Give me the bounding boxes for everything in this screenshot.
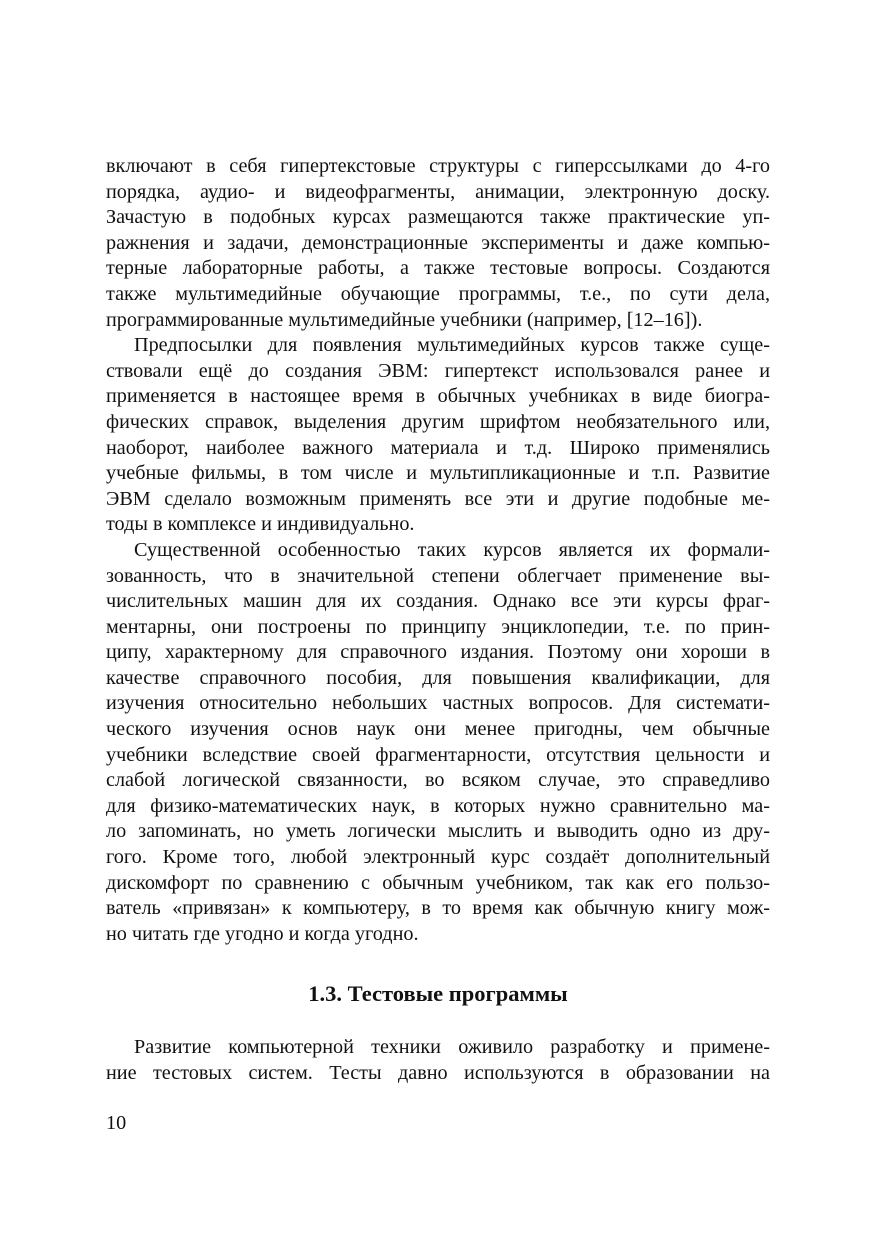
text-line: числительных машин для их создания. Однако все эти курсы фраг- (106, 590, 770, 613)
text-line: зованность, что в значительной степени облегчает применение вы- (106, 564, 770, 587)
text-line: ЭВМ сделало возможным применять все эти и другие подобные ме- (106, 487, 770, 510)
page-number: 10 (106, 1112, 127, 1134)
text-line: Развитие компьютерной техники оживило разработку и примене- (134, 1036, 770, 1059)
text-line: изучения относительно небольших частных вопросов. Для системати- (106, 692, 770, 715)
paragraph-2 (106, 333, 770, 538)
page-body (106, 154, 770, 1087)
text-line: ципу, характерному для справочного издания. Поэтому они хороши в (106, 641, 770, 664)
paragraph-3 (106, 538, 770, 948)
section-heading: 1.3. Тестовые программы (308, 981, 568, 1007)
text-line: дискомфорт по сравнению с обычным учебником, так как его пользо- (106, 871, 770, 894)
paragraph-1 (106, 154, 770, 333)
text-line: ческого изучения основ наук они менее пригодны, чем обычные (106, 718, 770, 741)
text-line: включают в себя гипертекстовые структуры с гиперссылками до 4-го (106, 155, 770, 177)
text-line: Предпосылки для появления мультимедийных курсов также суще- (134, 334, 770, 357)
text-line: ние тестовых систем. Тесты давно используются в образовании на (106, 1062, 770, 1084)
text-line: также мультимедийные обучающие программы, т.е., по сути дела, (106, 282, 770, 305)
text-line: фических справок, выделения другим шрифтом необязательного или, (106, 410, 770, 433)
text-line: ментарны, они построены по принципу энциклопедии, т.е. по прин- (106, 615, 770, 638)
text-line: качестве справочного пособия, для повышения квалификации, для (106, 666, 770, 689)
text-line: слабой логической связанности, во всяком случае, это справедливо (106, 769, 770, 792)
text-line: программированные мультимедийные учебники (например, [12–16]). (106, 308, 703, 331)
text-line: Зачастую в подобных курсах размещаются также практические уп- (106, 206, 770, 229)
text-line: ствовали ещё до создания ЭВМ: гипертекст использовался ранее и (106, 359, 770, 382)
text-line: ражнения и задачи, демонстрационные эксперименты и даже компью- (106, 231, 770, 254)
text-line: ло запоминать, но уметь логически мыслить и выводить одно из дру- (106, 820, 770, 843)
text-line: учебники вследствие своей фрагментарности, отсутствия цельности и (106, 743, 770, 766)
text-line: Существенной особенностью таких курсов является их формали- (134, 538, 770, 561)
text-line: порядка, аудио- и видеофрагменты, анимации, электронную доску. (106, 180, 770, 203)
text-line: тоды в комплексе и индивидуально. (106, 513, 415, 536)
text-line: учебные фильмы, в том числе и мультипликационные и т.п. Развитие (106, 462, 770, 485)
text-line: но читать где угодно и когда угодно. (106, 922, 419, 945)
text-line: ватель «привязан» к компьютеру, в то время как обычную книгу мож- (106, 897, 770, 920)
text-line: для физико-математических наук, в которых нужно сравнительно ма- (106, 794, 770, 817)
text-line: гого. Кроме того, любой электронный курс создаёт дополнительный (106, 846, 770, 869)
paragraph-4 (106, 1035, 770, 1086)
text-line: наоборот, наиболее важного материала и т.д. Широко применялись (106, 436, 770, 459)
text-line: применяется в настоящее время в обычных учебниках в виде биогра- (106, 385, 770, 408)
text-line: терные лабораторные работы, а также тестовые вопросы. Создаются (106, 257, 770, 280)
